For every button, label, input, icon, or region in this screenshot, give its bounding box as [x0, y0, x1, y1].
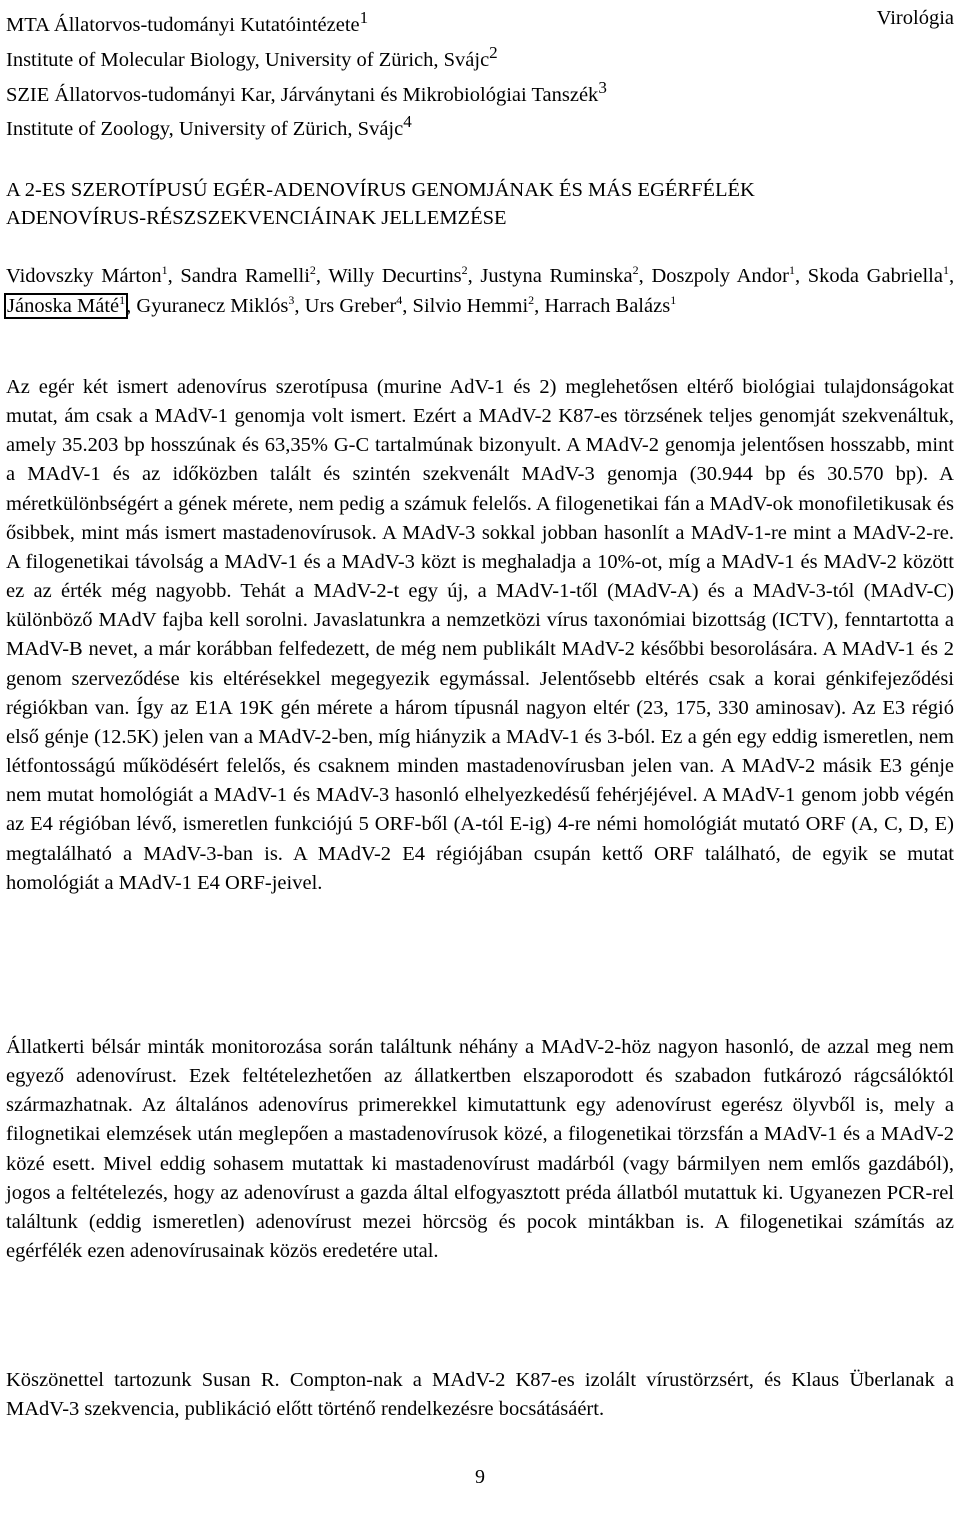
abstract-paragraph-1: Az egér két ismert adenovírus szerotípusa (murine AdV-1 és 2) meglehetősen eltérő biológiai tulajdonságokat mutat, ám csak a MAdV-1 genomja volt ismert. Ezért a MAdV-2 K87-es törzsének teljes genomját szekvenáltuk, amely 35.203 bp hosszúnak és 63,35% G-C tartalmúnak bizonyult. A MAdV-2 genomja jelentősen hosszabb, mint a MAdV-1 és az időközben talált és szintén szekvenált MAdV-3 genomja (30.944 bp és 30.570 bp). A méretkülönbségért a gének mérete, nem pedig a számuk felelős. A filogenetikai fán a MAdV-ok monofiletikusak és ősibbek, mint más ismert mastadenovírusok. A MAdV-3 sokkal jobban hasonlít a MAdV-1-re mint a MAdV-2-re. A filogenetikai távolság a MAdV-1 és a MAdV-3 közt is meghaladja a 10%-ot, míg a MAdV-1 és MAdV-2 között ez az érték még nagyobb. Tehát a MAdV-2-t egy új, a MAdV-1-től (MAdV-A) és a MAdV-3-tól (MAdV-C) különböző MAdV fajba kell sorolni. Javaslatunkra a nemzetközi vírus taxonómiai bizottság (ICTV), fenntartotta a MAdV-B nevet, a már korábban felfedezett, de még nem publikált MAdV-2 későbbi besorolására. A MAdV-1 és 2 genom szerveződése kis eltérésekkel megegyezik egymással. Jelentősebb eltérés csak a korai génkifejeződési régiókban van. Így az E1A 19K gén mérete a három típusnál nagyon eltér (23, 175, 330 aminosav). Az E3 régió első génje (12.5K) jelen van a MAdV-2-ben, míg hiányzik a MAdV-1 és 3-ból. Ez a gén egy eddig ismeretlen, nem létfontosságú működésért felelős, és csaknem minden mastadenovírusban jelen van. A MAdV-2 másik E3 génje nem mutat homológiát a MAdV-1 és MAdV-3 hasonló elhelyezkedésű fehérjéjével. A MAdV-1 genom jobb végén az E4 régióban lévő, ismeretlen funkciójú 5 ORF-ből (A-tól E-ig) 4-re némi homológiát mutató ORF (A, C, D, E) megtalálható a MAdV-3-ban is. A MAdV-2 E4 régiójában csupán kettő ORF található, de egyik se mutat homológiát a MAdV-1 E4 ORF-jeivel.	[6, 376, 954, 894]
affiliation-2-marker: 2	[489, 42, 498, 62]
affiliations	[6, 4, 956, 143]
author: Doszpoly Andor	[651, 265, 789, 287]
author: Sandra Ramelli	[180, 265, 310, 287]
affiliation-1: MTA Állatorvos-tudományi Kutatóintézete$^1$	[6, 8, 369, 36]
author: Justyna Ruminska	[480, 265, 633, 287]
affiliation-3-marker: 3	[598, 77, 607, 97]
author: Urs Greber	[304, 295, 397, 317]
author: Vidovszky Márton	[6, 265, 162, 287]
section-label: Virológia	[876, 7, 954, 29]
affiliation-4: Institute of Zoology, University of Zürich, Svájc$^4$	[6, 112, 412, 141]
page-number: 9	[475, 1466, 485, 1488]
author: Harrach Balázs	[544, 295, 671, 317]
acknowledgement-paragraph: Köszönettel tartozunk Susan R. Compton-nak a MAdV-2 K87-es izolált vírustörzsért, és Klaus Überlanak a MAdV-3 szekvencia, publikáció előtt történő rendelkezésre bocsátásáért.	[6, 1369, 954, 1421]
highlighted-author: Jánoska Máté$^1$	[7, 293, 126, 317]
author-list: Vidovszky Márton$^1$, Sandra Ramelli$^2$, Willy Decurtins$^2$, Justyna Ruminska$^2$, Doszpoly Andor$^1$, Skoda Gabriella$^1$, Jánoska Máté$^1$, Gyuranecz Miklós$^3$, Urs Greber$^4$, Silvio Hemmi$^2$, Harrach Balázs$^1$	[6, 263, 955, 317]
abstract-paragraph-2: Állatkerti bélsár minták monitorozása során találtunk néhány a MAdV-2-höz nagyon hasonló, de azzal meg nem egyező adenovírust. Ezek feltételezhetően az állatkertben elszaporodott és szabadon futkározó rágcsálóktól származhatnak. Az általános adenovírus primerekkel kimutattunk egy adenovírust egerész ölyvből is, mely a filognetikai elemzések után meglepően a mastadenovírusok közé, a filogenetikai törzsfán a MAdV-1 és a MAdV-2 közé esett. Mivel eddig sohasem mutattak ki mastadenovírust madárból (vagy bármilyen nem emlős gazdából), jogos a feltételezés, hogy az adenovírust a gazda által elfogyasztott préda állatból mutattuk ki. Ugyanezen PCR-rel találtunk (eddig ismeretlen) adenovírust mezei hörcsög és pocok mintákban is. A filogenetikai számítás az egérfélék ezen adenovírusainak közös eredetére utal.	[6, 1036, 954, 1263]
affiliation-2: Institute of Molecular Biology, University of Zürich, Svájc$^2$	[6, 42, 498, 71]
author: Silvio Hemmi	[412, 295, 529, 317]
title-line-2: ADENOVÍRUS-RÉSZSZEKVENCIÁINAK JELLEMZÉSE	[6, 207, 507, 229]
title-line-1: A 2-ES SZEROTÍPUSÚ EGÉR-ADENOVÍRUS GENOMJÁNAK ÉS MÁS EGÉRFÉLÉK	[6, 179, 755, 201]
author: Gyuranecz Miklós	[136, 295, 289, 317]
affiliation-4-marker: 4	[403, 112, 412, 132]
affiliation-3: SZIE Állatorvos-tudományi Kar, Járványtani és Mikrobiológiai Tanszék$^3$	[6, 77, 607, 106]
author: Willy Decurtins	[328, 265, 462, 287]
affiliation-1-marker: 1	[359, 8, 369, 27]
article-title	[6, 176, 956, 232]
author: Skoda Gabriella	[807, 265, 943, 287]
